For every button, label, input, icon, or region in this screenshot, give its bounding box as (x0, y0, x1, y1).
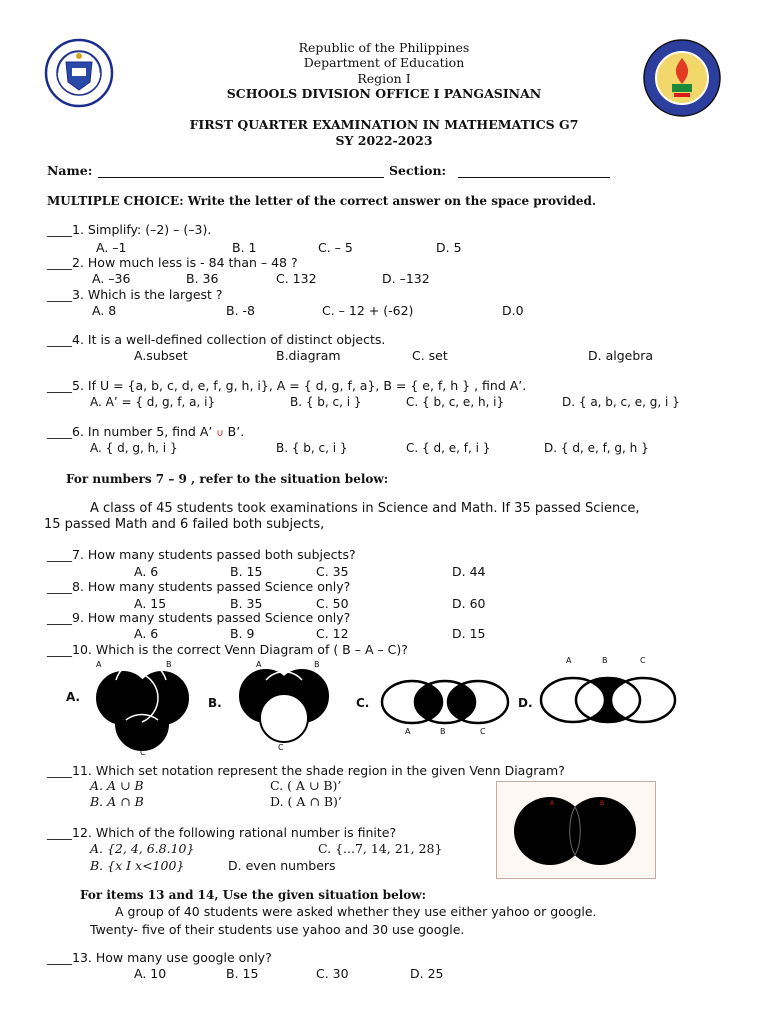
given-venn-label-a: A (550, 800, 555, 807)
name-label: Name: (47, 163, 93, 178)
union-symbol: ∪ (216, 428, 224, 439)
q7-option-d: D. 44 (452, 564, 486, 579)
q12-option-b: B. {x I x<100} (90, 858, 185, 873)
q10-option-c: C. (356, 696, 370, 710)
situation2-heading: For items 13 and 14, Use the given situation below: (80, 888, 427, 902)
venn-b-label-b: B (314, 660, 320, 669)
q2-option-d: D. –132 (382, 271, 430, 286)
venn-a-label-a: A (96, 660, 102, 669)
q2-stem: ____2. How much less is - 84 than – 48 ? (47, 255, 298, 270)
q5-stem: ____5. If U = {a, b, c, d, e, f, g, h, i}, A = { d, g, f, a}, B = { e, f, h } , find A’. (47, 378, 527, 393)
name-blank[interactable] (98, 177, 384, 178)
venn-diagram-b (230, 660, 340, 750)
section-label: Section: (389, 163, 447, 178)
header-division: SCHOOLS DIVISION OFFICE I PANGASINAN (226, 86, 542, 101)
situation1-line2: 15 passed Math and 6 failed both subjects, (44, 517, 325, 532)
q8-stem: ____8. How many students passed Science only? (47, 579, 351, 594)
venn-c-label-c: C (480, 727, 486, 736)
q3-option-d: D.0 (502, 303, 524, 318)
q9-option-a: A. 6 (134, 626, 159, 641)
q4-option-b: B.diagram (276, 348, 341, 363)
q8-option-a: A. 15 (134, 596, 167, 611)
q7-option-a: A. 6 (134, 564, 159, 579)
q2-option-b: B. 36 (186, 271, 219, 286)
venn-a-label-c: C (140, 748, 146, 757)
situation2-line2: Twenty- five of their students use yahoo and 30 use google. (90, 922, 465, 937)
q11-option-d: D. ( A ∩ B)’ (270, 794, 342, 809)
q4-option-d: D. algebra (588, 348, 654, 363)
q1-option-a: A. –1 (96, 240, 127, 255)
venn-b-label-c: C (278, 743, 284, 752)
q10-option-a: A. (66, 690, 81, 704)
q13-option-c: C. 30 (316, 966, 349, 981)
q13-option-b: B. 15 (226, 966, 259, 981)
q1-stem: ____1. Simplify: (–2) – (–3). (47, 222, 212, 237)
q12-stem: ____12. Which of the following rational number is finite? (47, 825, 397, 840)
venn-diagram-d (540, 674, 680, 728)
q8-option-d: D. 60 (452, 596, 486, 611)
q4-option-a: A.subset (134, 348, 188, 363)
situation1-heading: For numbers 7 – 9 , refer to the situation below: (66, 472, 389, 486)
q7-option-c: C. 35 (316, 564, 349, 579)
q1-option-c: C. – 5 (318, 240, 353, 255)
venn-d-label-b: B (602, 656, 608, 665)
q5-option-b: B. { b, c, i } (290, 395, 362, 409)
q12-option-a: A. {2, 4, 6.8.10} (90, 841, 195, 856)
q6-stem: ____6. In number 5, find A’ ∪ B’. (47, 424, 245, 439)
q5-option-a: A. A’ = { d, g, f, a, i} (90, 395, 216, 409)
header-region: Region I (357, 71, 411, 86)
q11-option-a: A. A ∪ B (90, 778, 144, 793)
given-venn-label-b: B (600, 800, 605, 807)
q13-stem: ____13. How many use google only? (47, 950, 272, 965)
instructions: MULTIPLE CHOICE: Write the letter of the correct answer on the space provided. (47, 194, 597, 208)
venn-c-label-a: A (405, 727, 411, 736)
q10-option-d: D. (518, 696, 533, 710)
q10-stem: ____10. Which is the correct Venn Diagram of ( B – A – C)? (47, 642, 408, 657)
q13-option-a: A. 10 (134, 966, 167, 981)
q11-given-venn-diagram (496, 781, 656, 879)
venn-c-label-b: B (440, 727, 446, 736)
venn-diagram-c (380, 678, 510, 728)
q5-option-d: D. { a, b, c, e, g, i } (562, 395, 680, 409)
q7-stem: ____7. How many students passed both subjects? (47, 547, 356, 562)
q1-option-d: D. 5 (436, 240, 462, 255)
q6-option-b: B. { b, c, i } (276, 441, 348, 455)
q5-option-c: C. { b, c, e, h, i} (406, 395, 505, 409)
q11-option-c: C. ( A ∪ B)’ (270, 778, 342, 793)
q8-option-c: C. 50 (316, 596, 349, 611)
q6-option-a: A. { d, g, h, i } (90, 441, 178, 455)
q2-option-c: C. 132 (276, 271, 317, 286)
school-year: SY 2022-2023 (335, 133, 433, 148)
q2-option-a: A. –36 (92, 271, 131, 286)
section-blank[interactable] (458, 177, 610, 178)
q12-option-d: D. even numbers (228, 858, 336, 873)
q9-stem: ____9. How many students passed Science only? (47, 610, 351, 625)
q9-option-d: D. 15 (452, 626, 486, 641)
venn-d-label-c: C (640, 656, 646, 665)
q3-stem: ____3. Which is the largest ? (47, 287, 223, 302)
q11-option-b: B. A ∩ B (90, 794, 144, 809)
q13-option-d: D. 25 (410, 966, 444, 981)
q10-option-b: B. (208, 696, 222, 710)
q4-option-c: C. set (412, 348, 448, 363)
header-department: Department of Education (303, 55, 465, 70)
q3-option-b: B. -8 (226, 303, 255, 318)
venn-diagram-a (86, 660, 196, 760)
q7-option-b: B. 15 (230, 564, 263, 579)
q6-option-c: C. { d, e, f, i } (406, 441, 491, 455)
q9-option-c: C. 12 (316, 626, 349, 641)
header-republic: Republic of the Philippines (298, 40, 470, 55)
q11-stem: ____11. Which set notation represent the shade region in the given Venn Diagram? (47, 763, 565, 778)
q12-option-c: C. {...7, 14, 21, 28} (318, 841, 443, 856)
q3-option-a: A. 8 (92, 303, 117, 318)
q3-option-c: C. – 12 + (-62) (322, 303, 414, 318)
q9-option-b: B. 9 (230, 626, 255, 641)
q8-option-b: B. 35 (230, 596, 263, 611)
venn-b-label-a: A (256, 660, 262, 669)
q1-option-b: B. 1 (232, 240, 257, 255)
situation1-line1: A class of 45 students took examinations in Science and Math. If 35 passed Science, (90, 501, 640, 516)
venn-d-label-a: A (566, 656, 572, 665)
venn-a-label-b: B (166, 660, 172, 669)
q6-option-d: D. { d, e, f, g, h } (544, 441, 649, 455)
situation2-line1: A group of 40 students were asked whether they use either yahoo or google. (115, 904, 597, 919)
q4-stem: ____4. It is a well-defined collection of distinct objects. (47, 332, 386, 347)
exam-title: FIRST QUARTER EXAMINATION IN MATHEMATICS G7 (189, 117, 579, 132)
